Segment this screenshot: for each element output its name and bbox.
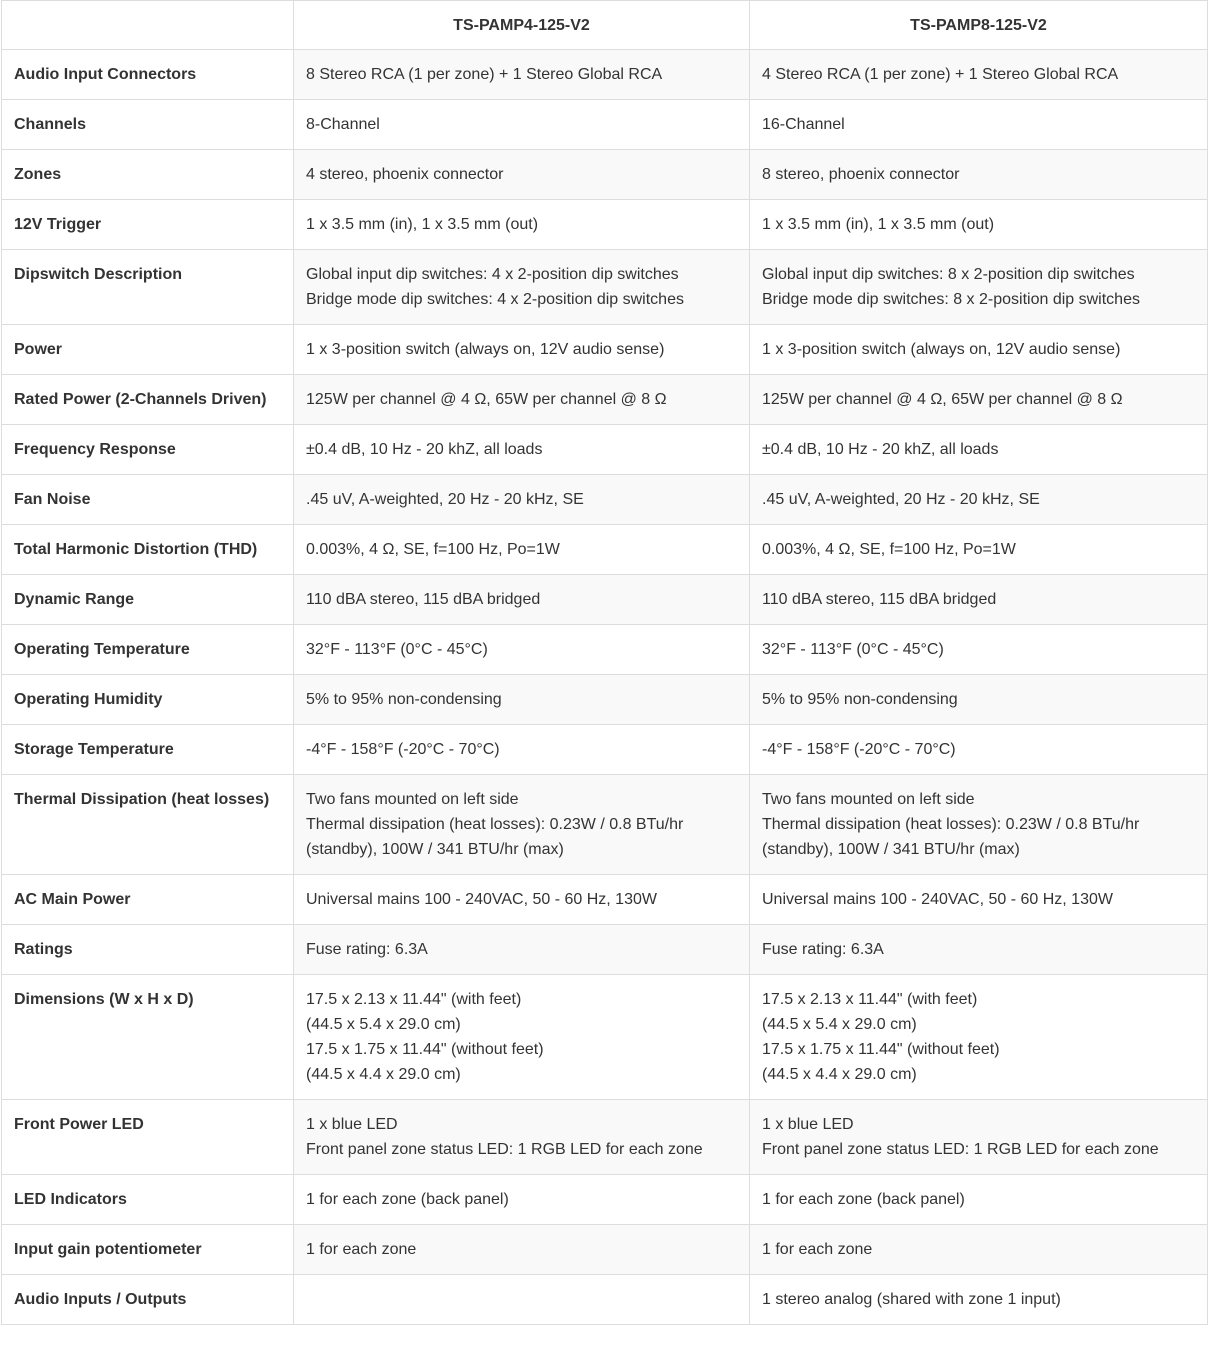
spec-label: Dimensions (W x H x D)	[2, 975, 294, 1100]
spec-value-model-a	[294, 200, 750, 250]
spec-value-model-a	[294, 675, 750, 725]
spec-value-model-a	[294, 50, 750, 100]
spec-value-model-a	[294, 725, 750, 775]
table-row	[2, 725, 1208, 775]
spec-value-line: 4 stereo, phoenix connector	[306, 166, 504, 183]
spec-label: Storage Temperature	[2, 725, 294, 775]
table-row	[2, 150, 1208, 200]
spec-value-line: 17.5 x 1.75 x 11.44" (without feet)	[762, 1041, 1000, 1058]
spec-value-model-a	[294, 100, 750, 150]
table-row	[2, 200, 1208, 250]
spec-value-line: 1 for each zone (back panel)	[762, 1191, 965, 1208]
spec-value-line: ±0.4 dB, 10 Hz - 20 khZ, all loads	[762, 441, 999, 458]
spec-value-line: 0.003%, 4 Ω, SE, f=100 Hz, Po=1W	[762, 541, 1016, 558]
spec-value-model-b	[750, 1175, 1208, 1225]
table-row	[2, 925, 1208, 975]
spec-value-model-a	[294, 475, 750, 525]
spec-label: Input gain potentiometer	[2, 1225, 294, 1275]
spec-value-line: Thermal dissipation (heat losses): 0.23W / 0.8 BTu/hr	[762, 816, 1140, 833]
spec-label: Power	[2, 325, 294, 375]
spec-value-line: ±0.4 dB, 10 Hz - 20 khZ, all loads	[306, 441, 543, 458]
spec-value-model-b	[750, 975, 1208, 1100]
spec-value-line: (44.5 x 4.4 x 29.0 cm)	[306, 1066, 461, 1083]
spec-value-model-b	[750, 925, 1208, 975]
spec-value-line: 17.5 x 1.75 x 11.44" (without feet)	[306, 1041, 544, 1058]
spec-value-line: Global input dip switches: 8 x 2-position dip switches	[762, 266, 1135, 283]
table-row	[2, 425, 1208, 475]
spec-value-line: Bridge mode dip switches: 8 x 2-position dip switches	[762, 291, 1140, 308]
spec-value-model-b	[750, 50, 1208, 100]
spec-value-line: .45 uV, A-weighted, 20 Hz - 20 kHz, SE	[762, 491, 1040, 508]
table-row	[2, 1225, 1208, 1275]
spec-label: Fan Noise	[2, 475, 294, 525]
spec-value-model-b	[750, 375, 1208, 425]
spec-value-line: 32°F - 113°F (0°C - 45°C)	[762, 641, 944, 658]
spec-value-line: Two fans mounted on left side	[306, 791, 519, 808]
table-row	[2, 875, 1208, 925]
header-empty-cell	[2, 1, 294, 50]
spec-value-line: 1 stereo analog (shared with zone 1 input)	[762, 1291, 1061, 1308]
table-row	[2, 100, 1208, 150]
spec-value-line: 1 for each zone (back panel)	[306, 1191, 509, 1208]
spec-value-line: 16-Channel	[762, 116, 845, 133]
spec-value-line: Front panel zone status LED: 1 RGB LED for each zone	[762, 1141, 1159, 1158]
spec-value-line: 1 x 3-position switch (always on, 12V audio sense)	[306, 341, 665, 358]
header-model-b: TS-PAMP8-125-V2	[750, 1, 1208, 50]
spec-value-line: 1 x blue LED	[306, 1116, 398, 1133]
spec-value-line: 0.003%, 4 Ω, SE, f=100 Hz, Po=1W	[306, 541, 560, 558]
table-row	[2, 675, 1208, 725]
spec-value-line: Fuse rating: 6.3A	[306, 941, 428, 958]
spec-value-line: 8 Stereo RCA (1 per zone) + 1 Stereo Global RCA	[306, 66, 663, 83]
spec-label: Operating Humidity	[2, 675, 294, 725]
table-row	[2, 250, 1208, 325]
spec-value-model-b	[750, 1225, 1208, 1275]
spec-value-model-a	[294, 775, 750, 875]
spec-label: Channels	[2, 100, 294, 150]
spec-value-model-b	[750, 1275, 1208, 1325]
header-model-a: TS-PAMP4-125-V2	[294, 1, 750, 50]
table-row	[2, 50, 1208, 100]
spec-value-line: Bridge mode dip switches: 4 x 2-position dip switches	[306, 291, 684, 308]
spec-label: Ratings	[2, 925, 294, 975]
spec-value-line: 17.5 x 2.13 x 11.44" (with feet)	[306, 991, 522, 1008]
spec-value-line: 32°F - 113°F (0°C - 45°C)	[306, 641, 488, 658]
table-row	[2, 1100, 1208, 1175]
spec-value-model-b	[750, 725, 1208, 775]
spec-value-model-b	[750, 250, 1208, 325]
spec-value-line: 17.5 x 2.13 x 11.44" (with feet)	[762, 991, 978, 1008]
spec-value-line: Universal mains 100 - 240VAC, 50 - 60 Hz, 130W	[306, 891, 657, 908]
spec-value-line: (standby), 100W / 341 BTU/hr (max)	[306, 841, 564, 858]
spec-label: LED Indicators	[2, 1175, 294, 1225]
spec-value-line: 1 for each zone	[306, 1241, 417, 1258]
spec-value-line: 1 x blue LED	[762, 1116, 854, 1133]
spec-value-model-a	[294, 1100, 750, 1175]
spec-value-line: -4°F - 158°F (-20°C - 70°C)	[762, 741, 956, 758]
spec-value-model-b	[750, 675, 1208, 725]
spec-label: Thermal Dissipation (heat losses)	[2, 775, 294, 875]
table-row	[2, 1275, 1208, 1325]
spec-label: Front Power LED	[2, 1100, 294, 1175]
spec-value-line: 5% to 95% non-condensing	[762, 691, 958, 708]
spec-value-model-a	[294, 625, 750, 675]
spec-value-model-b	[750, 775, 1208, 875]
table-row	[2, 325, 1208, 375]
spec-value-line: (44.5 x 4.4 x 29.0 cm)	[762, 1066, 917, 1083]
spec-value-line: -4°F - 158°F (-20°C - 70°C)	[306, 741, 500, 758]
spec-label: Frequency Response	[2, 425, 294, 475]
spec-value-line: .45 uV, A-weighted, 20 Hz - 20 kHz, SE	[306, 491, 584, 508]
spec-value-model-b	[750, 150, 1208, 200]
spec-value-model-b	[750, 100, 1208, 150]
spec-value-line: Universal mains 100 - 240VAC, 50 - 60 Hz, 130W	[762, 891, 1113, 908]
table-row	[2, 975, 1208, 1100]
spec-value-line: 5% to 95% non-condensing	[306, 691, 502, 708]
spec-value-model-a	[294, 875, 750, 925]
table-row	[2, 575, 1208, 625]
spec-value-line: (44.5 x 5.4 x 29.0 cm)	[306, 1016, 461, 1033]
spec-value-line: (44.5 x 5.4 x 29.0 cm)	[762, 1016, 917, 1033]
spec-value-model-b	[750, 875, 1208, 925]
spec-value-model-b	[750, 575, 1208, 625]
spec-value-line: 110 dBA stereo, 115 dBA bridged	[762, 591, 997, 608]
spec-value-model-a	[294, 1275, 750, 1325]
spec-value-model-b	[750, 475, 1208, 525]
spec-value-line: 125W per channel @ 4 Ω, 65W per channel @ 8 Ω	[306, 391, 667, 408]
spec-table-body	[2, 50, 1208, 1325]
spec-value-line: Front panel zone status LED: 1 RGB LED for each zone	[306, 1141, 703, 1158]
spec-value-line: Thermal dissipation (heat losses): 0.23W / 0.8 BTu/hr	[306, 816, 684, 833]
header-row	[2, 1, 1208, 50]
spec-value-model-a	[294, 425, 750, 475]
spec-label: Audio Input Connectors	[2, 50, 294, 100]
spec-value-model-a	[294, 250, 750, 325]
spec-value-model-a	[294, 1175, 750, 1225]
spec-value-line: (standby), 100W / 341 BTU/hr (max)	[762, 841, 1020, 858]
spec-value-model-b	[750, 525, 1208, 575]
spec-label: Operating Temperature	[2, 625, 294, 675]
spec-value-line: Global input dip switches: 4 x 2-position dip switches	[306, 266, 679, 283]
spec-value-line: Fuse rating: 6.3A	[762, 941, 884, 958]
spec-value-line: Two fans mounted on left side	[762, 791, 975, 808]
spec-label: Dynamic Range	[2, 575, 294, 625]
table-row	[2, 775, 1208, 875]
spec-value-line: 1 for each zone	[762, 1241, 873, 1258]
spec-value-model-b	[750, 625, 1208, 675]
spec-value-line: 110 dBA stereo, 115 dBA bridged	[306, 591, 541, 608]
spec-value-line: 8-Channel	[306, 116, 380, 133]
spec-comparison-table	[1, 0, 1208, 1325]
table-row	[2, 375, 1208, 425]
table-row	[2, 525, 1208, 575]
spec-label: Total Harmonic Distortion (THD)	[2, 525, 294, 575]
spec-label: Rated Power (2-Channels Driven)	[2, 375, 294, 425]
spec-value-model-b	[750, 1100, 1208, 1175]
table-row	[2, 475, 1208, 525]
spec-value-line: 1 x 3.5 mm (in), 1 x 3.5 mm (out)	[306, 216, 539, 233]
spec-label: AC Main Power	[2, 875, 294, 925]
spec-value-model-a	[294, 150, 750, 200]
spec-label: 12V Trigger	[2, 200, 294, 250]
spec-value-model-b	[750, 425, 1208, 475]
spec-value-model-a	[294, 325, 750, 375]
spec-label: Audio Inputs / Outputs	[2, 1275, 294, 1325]
spec-value-line: 125W per channel @ 4 Ω, 65W per channel @ 8 Ω	[762, 391, 1123, 408]
spec-value-model-a	[294, 525, 750, 575]
spec-value-model-b	[750, 325, 1208, 375]
spec-value-model-a	[294, 375, 750, 425]
spec-value-line: 1 x 3-position switch (always on, 12V audio sense)	[762, 341, 1121, 358]
spec-value-model-a	[294, 975, 750, 1100]
spec-value-line: 8 stereo, phoenix connector	[762, 166, 960, 183]
spec-value-model-a	[294, 925, 750, 975]
spec-value-model-b	[750, 200, 1208, 250]
spec-label: Zones	[2, 150, 294, 200]
table-row	[2, 1175, 1208, 1225]
table-row	[2, 625, 1208, 675]
spec-value-model-a	[294, 575, 750, 625]
spec-value-line: 4 Stereo RCA (1 per zone) + 1 Stereo Global RCA	[762, 66, 1119, 83]
spec-value-line: 1 x 3.5 mm (in), 1 x 3.5 mm (out)	[762, 216, 995, 233]
spec-label: Dipswitch Description	[2, 250, 294, 325]
spec-value-model-a	[294, 1225, 750, 1275]
